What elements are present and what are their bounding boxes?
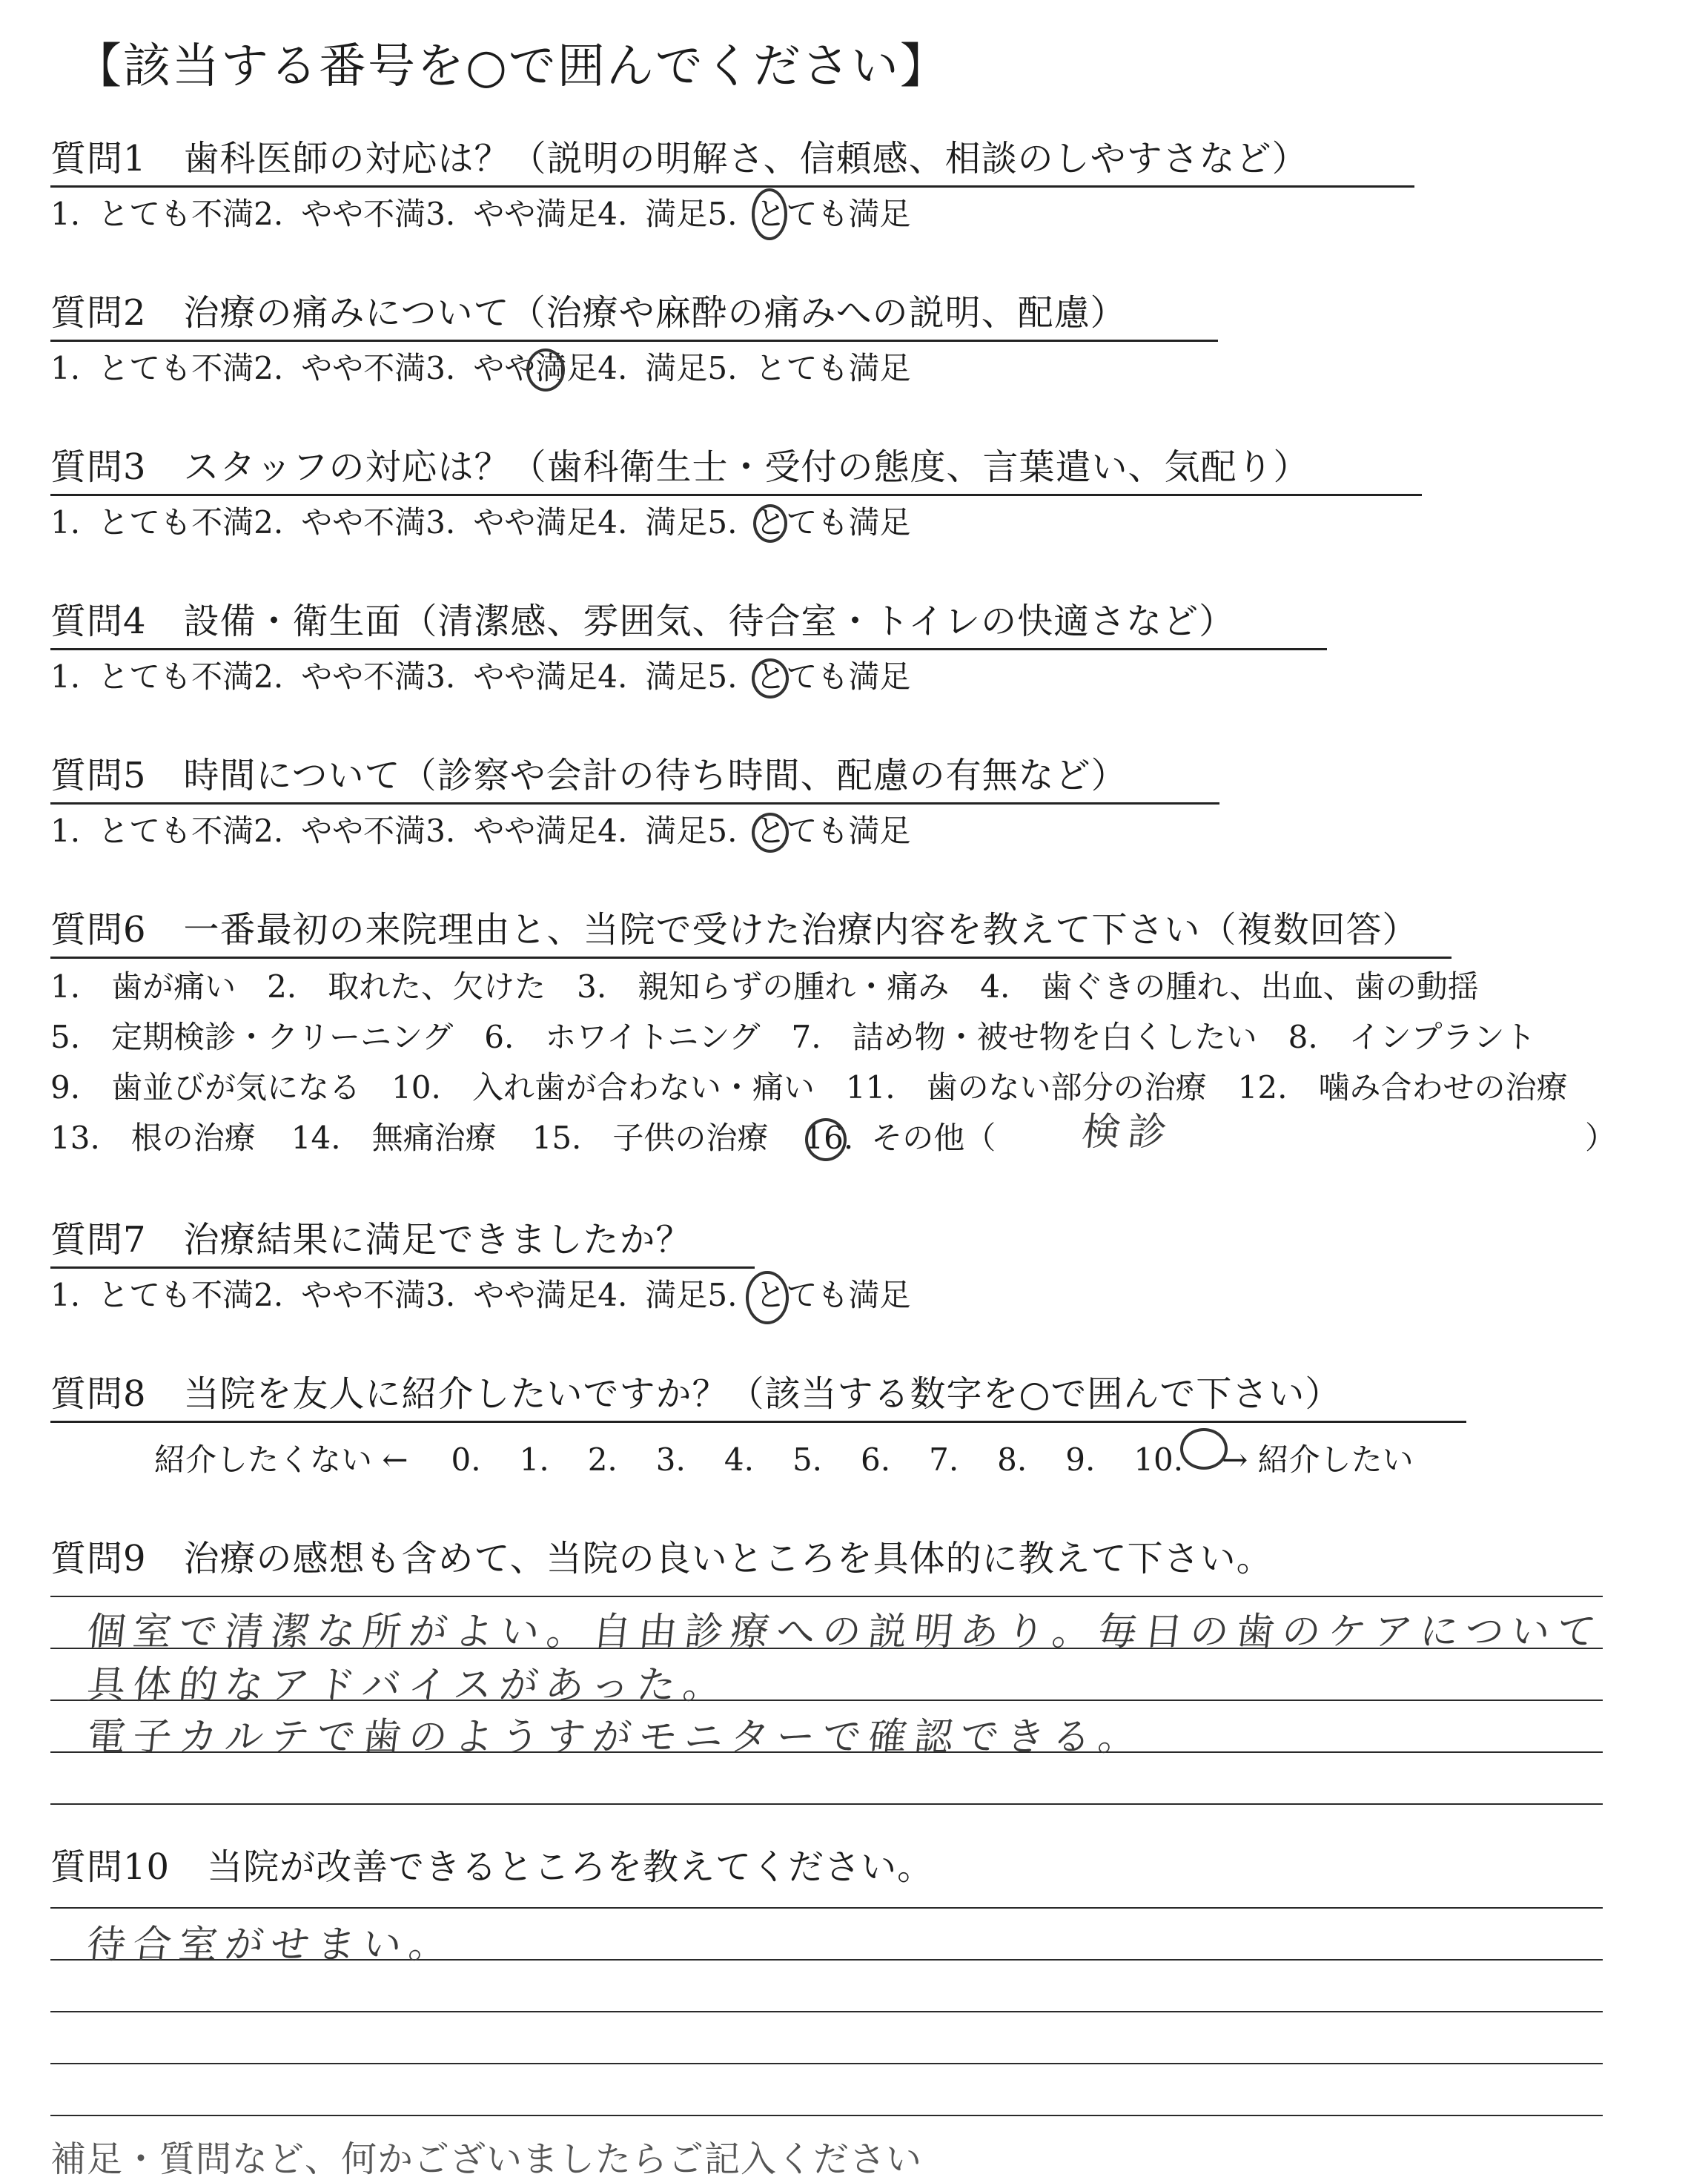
q8-selected-circle	[1180, 1428, 1228, 1470]
q2-selected-circle	[526, 349, 565, 392]
q7-title	[50, 1219, 692, 1261]
q8-left-label: 紹介したくない ←	[154, 1441, 408, 1478]
q1-opt4-num: 4.	[598, 196, 628, 232]
q6-opt16-label: その他（	[871, 1120, 996, 1156]
q1-opt3-label[interactable]: やや満足	[473, 196, 598, 232]
q3-opt1-label[interactable]: とても不満	[98, 504, 254, 541]
q5-opt2-label[interactable]: やや不満	[301, 813, 426, 849]
q8-right-label: → 紹介したい	[1222, 1441, 1414, 1478]
q4-opt3-num: 3.	[426, 658, 456, 695]
q3-opt1-num: 1.	[50, 504, 81, 541]
q8-point-2[interactable]: 2.	[587, 1441, 618, 1478]
q1-text: 歯科医師の対応は？（説明の明解さ、信頼感、相談のしやすさなど）	[183, 138, 1308, 179]
q10-answer-line-1	[50, 1907, 1603, 1909]
q10-answer-line-3	[50, 2011, 1603, 2012]
q4-opt4-num: 4.	[598, 658, 628, 695]
q5-opt4-label[interactable]: 満足	[645, 813, 708, 849]
q8-label: 質問8	[50, 1373, 147, 1415]
q2-title	[50, 292, 1127, 334]
q2-opt4-label[interactable]: 満足	[645, 350, 708, 386]
q2-opt5-label[interactable]: とても満足	[755, 350, 911, 386]
q5-opt5-label[interactable]: とても満足	[755, 813, 911, 849]
q4-opt3-label[interactable]: やや満足	[473, 658, 598, 695]
q5-opt1-label[interactable]: とても不満	[98, 813, 254, 849]
q3-opt3-label[interactable]: やや満足	[473, 504, 598, 541]
q5-selected-circle	[752, 813, 789, 853]
q7-opt3-num: 3.	[426, 1277, 456, 1313]
q1-label: 質問1	[50, 138, 147, 179]
q8-title	[50, 1373, 1342, 1415]
q10-answer-text-1: 待合室がせまい。	[85, 1923, 457, 1967]
q8-underline	[50, 1421, 1466, 1423]
q5-text: 時間について（診察や会計の待ち時間、配慮の有無など）	[183, 755, 1128, 796]
q10-label: 質問10	[50, 1846, 171, 1888]
q8-point-10[interactable]: 10.	[1133, 1441, 1184, 1478]
q3-text: スタッフの対応は？（歯科衛生士・受付の態度、言葉遣い、気配り）	[183, 446, 1310, 488]
q1-opt4-label[interactable]: 満足	[645, 196, 708, 232]
q2-opt3-label[interactable]: やや満足	[473, 350, 598, 386]
q7-selected-circle	[746, 1271, 789, 1324]
q5-opt3-label[interactable]: やや満足	[473, 813, 598, 849]
q8-point-0[interactable]: 0.	[451, 1441, 481, 1478]
q2-text: 治療の痛みについて（治療や麻酔の痛みへの説明、配慮）	[183, 292, 1127, 334]
q3-opt5-label[interactable]: とても満足	[755, 504, 911, 541]
q6-opt16-num[interactable]: 16.	[804, 1120, 854, 1156]
q8-text: 当院を友人に紹介したいですか？（該当する数字を○で囲んで下さい）	[183, 1373, 1342, 1415]
q4-text: 設備・衛生面（清潔感、雰囲気、待合室・トイレの快適さなど）	[183, 601, 1236, 642]
q7-opt2-num: 2.	[254, 1277, 284, 1313]
q3-selected-circle	[753, 504, 787, 543]
q5-opt3-num: 3.	[426, 813, 456, 849]
q8-point-7[interactable]: 7.	[929, 1441, 959, 1478]
q7-opt2-label[interactable]: やや不満	[301, 1277, 426, 1313]
q3-opt3-num: 3.	[426, 504, 456, 541]
q1-title	[50, 138, 1308, 179]
q6-underline	[50, 957, 1452, 959]
q4-opt5-label[interactable]: とても満足	[755, 658, 911, 695]
q7-opt4-num: 4.	[598, 1277, 628, 1313]
q9-text: 治療の感想も含めて、当院の良いところを具体的に教えて下さい。	[183, 1538, 1273, 1579]
q6-opt13[interactable]: 13. 根の治療	[50, 1120, 256, 1156]
q4-opt1-label[interactable]: とても不満	[98, 658, 254, 695]
q7-label: 質問7	[50, 1219, 147, 1261]
q5-label: 質問5	[50, 755, 147, 796]
q6-opt15[interactable]: 15. 子供の治療	[532, 1120, 769, 1156]
q8-point-8[interactable]: 8.	[997, 1441, 1027, 1478]
q5-title	[50, 755, 1128, 796]
q6-title	[50, 909, 1419, 951]
q9-answer-line-1	[50, 1596, 1603, 1597]
q5-opt5-num: 5.	[707, 813, 738, 849]
q2-opt4-num: 4.	[598, 350, 628, 386]
q4-opt5-num: 5.	[707, 658, 738, 695]
q1-opt5-label[interactable]: とても満足	[755, 196, 911, 232]
q2-opt5-num: 5.	[707, 350, 738, 386]
q3-underline	[50, 494, 1422, 496]
q6-other-handwritten: 検診	[1079, 1110, 1176, 1155]
q6-label: 質問6	[50, 909, 147, 951]
q2-options	[50, 350, 911, 386]
q9-answer-text-1: 個室で清潔な所がよい。自由診療への説明あり。毎日の歯のケアについて	[85, 1610, 1606, 1654]
q1-opt1-label[interactable]: とても不満	[98, 196, 254, 232]
q8-point-6[interactable]: 6.	[861, 1441, 891, 1478]
q7-opt1-num: 1.	[50, 1277, 81, 1313]
page-title: 【該当する番号を○で囲んでください】	[74, 39, 949, 94]
q9-answer-text-2: 具体的なアドバイスがあった。	[85, 1663, 732, 1708]
q9-label: 質問9	[50, 1538, 147, 1579]
q3-opt2-label[interactable]: やや不満	[301, 504, 426, 541]
q6-opt14[interactable]: 14. 無痛治療	[291, 1120, 497, 1156]
q2-label: 質問2	[50, 292, 147, 334]
q6-row-3[interactable]: 9. 歯並びが気になる 10. 入れ歯が合わない・痛い 11. 歯のない部分の治療 12. 噛み合わせの治療	[50, 1069, 1568, 1106]
q1-opt2-num: 2.	[254, 196, 284, 232]
q8-point-3[interactable]: 3.	[655, 1441, 686, 1478]
q7-text: 治療結果に満足できましたか？	[183, 1219, 692, 1261]
q3-opt4-label[interactable]: 満足	[645, 504, 708, 541]
q10-answer-line-5	[50, 2115, 1603, 2116]
q5-opt4-num: 4.	[598, 813, 628, 849]
q3-opt4-num: 4.	[598, 504, 628, 541]
q2-underline	[50, 340, 1218, 342]
q4-opt2-num: 2.	[254, 658, 284, 695]
q8-point-4[interactable]: 4.	[724, 1441, 754, 1478]
q1-opt5-num: 5.	[707, 196, 738, 232]
q1-underline	[50, 185, 1414, 188]
q6-row-1[interactable]: 1. 歯が痛い 2. 取れた、欠けた 3. 親知らずの腫れ・痛み 4. 歯ぐきの腫れ、出血、歯の動揺	[50, 968, 1479, 1005]
q1-selected-circle	[752, 188, 787, 240]
q4-label: 質問4	[50, 601, 147, 642]
q8-point-9[interactable]: 9.	[1065, 1441, 1096, 1478]
q6-row-4	[50, 1120, 996, 1156]
q4-title	[50, 601, 1236, 642]
q5-opt1-num: 1.	[50, 813, 81, 849]
q7-opt5-num: 5.	[707, 1277, 738, 1313]
q9-title	[50, 1538, 1273, 1579]
q3-label: 質問3	[50, 446, 147, 488]
q7-opt4-label[interactable]: 満足	[645, 1277, 708, 1313]
q4-opt4-label[interactable]: 満足	[645, 658, 708, 695]
q3-opt2-num: 2.	[254, 504, 284, 541]
q6-text: 一番最初の来院理由と、当院で受けた治療内容を教えて下さい（複数回答）	[183, 909, 1419, 951]
q6-row-2[interactable]: 5. 定期検診・クリーニング 6. ホワイトニング 7. 詰め物・被せ物を白くしたい 8. インプラント	[50, 1019, 1536, 1055]
q8-point-1[interactable]: 1.	[519, 1441, 549, 1478]
q10-text: 当院が改善できるところを教えてください。	[207, 1846, 934, 1888]
footer-cutoff-text: 補足・質問など、何かございましたらご記入ください	[50, 2138, 923, 2180]
q9-answer-line-5	[50, 1803, 1603, 1805]
q7-opt3-label[interactable]: やや満足	[473, 1277, 598, 1313]
q4-selected-circle	[752, 658, 789, 698]
q6-selected-circle	[805, 1118, 847, 1161]
q2-opt1-num: 1.	[50, 350, 81, 386]
q9-answer-text-3: 電子カルテで歯のようすがモニターで確認できる。	[85, 1715, 1147, 1760]
q1-opt1-num: 1.	[50, 196, 81, 232]
q1-opt2-label[interactable]: やや不満	[301, 196, 426, 232]
q5-opt2-num: 2.	[254, 813, 284, 849]
q4-opt1-num: 1.	[50, 658, 81, 695]
q2-opt3-num: 3.	[426, 350, 456, 386]
q3-title	[50, 446, 1310, 488]
q2-opt1-label[interactable]: とても不満	[98, 350, 254, 386]
q2-opt2-label[interactable]: やや不満	[301, 350, 426, 386]
q8-point-5[interactable]: 5.	[792, 1441, 823, 1478]
q3-opt5-num: 5.	[707, 504, 738, 541]
q7-opt5-label[interactable]: とても満足	[755, 1277, 911, 1313]
q5-underline	[50, 802, 1219, 805]
q10-answer-line-4	[50, 2063, 1603, 2064]
q7-opt1-label[interactable]: とても不満	[98, 1277, 254, 1313]
q4-underline	[50, 648, 1327, 650]
q1-opt3-num: 3.	[426, 196, 456, 232]
q4-opt2-label[interactable]: やや不満	[301, 658, 426, 695]
q2-opt2-num: 2.	[254, 350, 284, 386]
q7-underline	[50, 1266, 755, 1269]
q10-title	[50, 1846, 934, 1888]
q6-other-close-paren: ）	[1585, 1120, 1617, 1156]
